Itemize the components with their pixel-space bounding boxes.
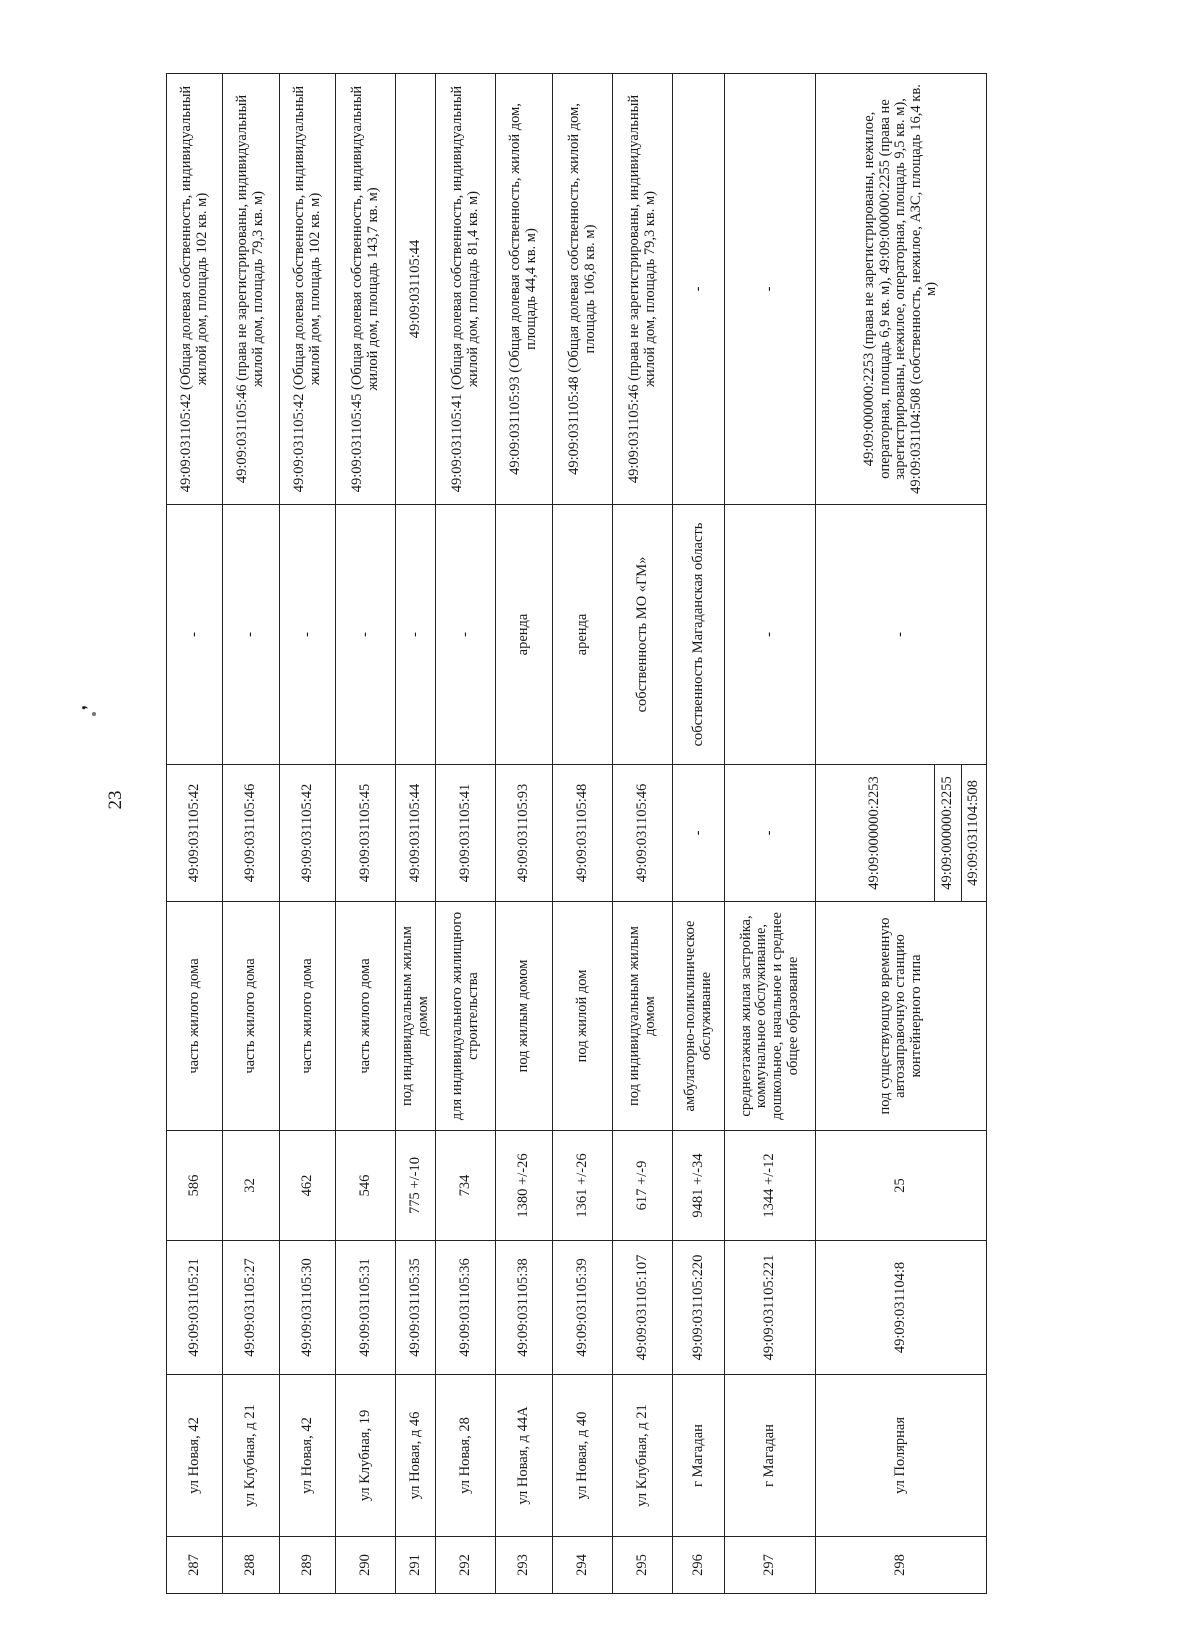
building-cadastral-cell: 49:09:031105:45 xyxy=(336,765,396,902)
row-number: 287 xyxy=(167,1537,223,1594)
row-number: 298 xyxy=(816,1537,987,1594)
row-number: 295 xyxy=(613,1537,673,1594)
row-number: 294 xyxy=(553,1537,613,1594)
objects-cell: - xyxy=(673,74,725,505)
table-row xyxy=(725,74,816,1594)
row-number: 296 xyxy=(673,1537,725,1594)
address-cell: ул Полярная xyxy=(816,1375,987,1537)
cadastral-number-cell: 49:09:031105:221 xyxy=(725,1241,816,1375)
usage-cell: часть жилого дома xyxy=(167,902,223,1131)
cadastral-number-cell: 49:09:031105:35 xyxy=(396,1241,436,1375)
table-row xyxy=(673,74,725,1594)
usage-cell: под индивидуальным жилым домом xyxy=(396,902,436,1131)
table-row xyxy=(280,74,336,1594)
address-cell: ул Новая, д 40 xyxy=(553,1375,613,1537)
usage-cell: под существующую временную автозаправочную станцию контейнерного типа xyxy=(816,902,987,1131)
building-cadastral-cell: 49:09:031105:42 xyxy=(167,765,223,902)
cadastral-number-cell: 49:09:031105:107 xyxy=(613,1241,673,1375)
building-cadastral-cell xyxy=(816,765,987,902)
scan-mark: ❜ xyxy=(81,704,98,710)
objects-cell: 49:09:031105:42 (Общая долевая собственность, индивидуальный жилой дом, площадь 102 кв. м) xyxy=(167,74,223,505)
address-cell: ул Новая, 42 xyxy=(167,1375,223,1537)
row-number: 289 xyxy=(280,1537,336,1594)
row-number: 293 xyxy=(496,1537,553,1594)
building-cadastral-cell: 49:09:031105:44 xyxy=(396,765,436,902)
objects-cell: 49:09:031105:44 xyxy=(396,74,436,505)
cadastral-number-cell: 49:09:031105:21 xyxy=(167,1241,223,1375)
cadastral-number-cell: 49:09:031105:27 xyxy=(223,1241,280,1375)
land-register-table xyxy=(166,73,987,1594)
objects-cell: 49:09:000000:2253 (права не зарегистрированы, нежилое, операторная, площадь 6,9 кв. м), 49:09:000000:2255 (права не зарегистрированы, нежилое, операторная, площадь 9,5 кв. м), 49:09:031104:508 (собственность, нежилое, АЗС, площадь 16,4 кв. м) xyxy=(816,74,987,505)
area-cell: 1380 +/-26 xyxy=(496,1131,553,1241)
usage-cell: под жилой дом xyxy=(553,902,613,1131)
rights-cell: аренда xyxy=(553,505,613,765)
page-number: 23 xyxy=(105,790,126,810)
objects-cell: 49:09:031105:46 (права не зарегистрированы, индивидуальный жилой дом, площадь 79,3 кв. м) xyxy=(613,74,673,505)
cadastral-number-cell: 49:09:031104:8 xyxy=(816,1241,987,1375)
objects-cell: 49:09:031105:48 (Общая долевая собственность, жилой дом, площадь 106,8 кв. м) xyxy=(553,74,613,505)
rights-cell: - xyxy=(280,505,336,765)
table-row xyxy=(613,74,673,1594)
area-cell: 586 xyxy=(167,1131,223,1241)
table-row xyxy=(167,74,223,1594)
table-row xyxy=(553,74,613,1594)
table-row xyxy=(336,74,396,1594)
rights-cell: - xyxy=(396,505,436,765)
area-cell: 775 +/-10 xyxy=(396,1131,436,1241)
address-cell: ул Клубная, д 21 xyxy=(223,1375,280,1537)
building-cadastral-item: 49:09:000000:2255 xyxy=(935,765,963,901)
building-cadastral-cell: 49:09:031105:93 xyxy=(496,765,553,902)
rights-cell: - xyxy=(167,505,223,765)
row-number: 297 xyxy=(725,1537,816,1594)
rights-cell: - xyxy=(336,505,396,765)
table-row xyxy=(396,74,436,1594)
address-cell: ул Клубная, д 21 xyxy=(613,1375,673,1537)
address-cell: ул Новая, 42 xyxy=(280,1375,336,1537)
rights-cell: собственность МО «ГМ» xyxy=(613,505,673,765)
objects-cell: - xyxy=(725,74,816,505)
area-cell: 546 xyxy=(336,1131,396,1241)
rights-cell: - xyxy=(725,505,816,765)
area-cell: 9481 +/-34 xyxy=(673,1131,725,1241)
area-cell: 617 +/-9 xyxy=(613,1131,673,1241)
usage-cell: часть жилого дома xyxy=(280,902,336,1131)
objects-cell: 49:09:031105:42 (Общая долевая собственность, индивидуальный жилой дом, площадь 102 кв. м) xyxy=(280,74,336,505)
cadastral-number-cell: 49:09:031105:220 xyxy=(673,1241,725,1375)
rights-cell: аренда xyxy=(496,505,553,765)
usage-cell: для индивидуального жилищного строительства xyxy=(436,902,496,1131)
area-cell: 32 xyxy=(223,1131,280,1241)
building-cadastral-cell: 49:09:031105:42 xyxy=(280,765,336,902)
rights-cell: собственность Магаданская область xyxy=(673,505,725,765)
address-cell: ул Новая, д 44А xyxy=(496,1375,553,1537)
objects-cell: 49:09:031105:41 (Общая долевая собственность, индивидуальный жилой дом, площадь 81,4 кв. м) xyxy=(436,74,496,505)
row-number: 288 xyxy=(223,1537,280,1594)
rotated-table-area xyxy=(166,74,1040,1594)
objects-cell: 49:09:031105:93 (Общая долевая собственность, жилой дом, площадь 44,4 кв. м) xyxy=(496,74,553,505)
rights-cell: - xyxy=(816,505,987,765)
area-cell: 25 xyxy=(816,1131,987,1241)
table-row xyxy=(816,74,987,1594)
building-cadastral-cell: 49:09:031105:46 xyxy=(223,765,280,902)
scan-dot xyxy=(92,712,96,716)
area-cell: 1361 +/-26 xyxy=(553,1131,613,1241)
cadastral-number-cell: 49:09:031105:38 xyxy=(496,1241,553,1375)
table-row xyxy=(223,74,280,1594)
cadastral-number-cell: 49:09:031105:30 xyxy=(280,1241,336,1375)
table-row xyxy=(436,74,496,1594)
usage-cell: среднеэтажная жилая застройка, коммунальное обслуживание, дошкольное, начальное и среднее общее образование xyxy=(725,902,816,1131)
usage-cell: часть жилого дома xyxy=(336,902,396,1131)
building-cadastral-cell: - xyxy=(673,765,725,902)
area-cell: 734 xyxy=(436,1131,496,1241)
building-cadastral-cell: 49:09:031105:41 xyxy=(436,765,496,902)
address-cell: ул Клубная, 19 xyxy=(336,1375,396,1537)
row-number: 291 xyxy=(396,1537,436,1594)
building-cadastral-item: 49:09:000000:2253 xyxy=(816,765,935,901)
building-cadastral-cell: 49:09:031105:48 xyxy=(553,765,613,902)
building-cadastral-cell: - xyxy=(725,765,816,902)
cadastral-number-cell: 49:09:031105:39 xyxy=(553,1241,613,1375)
building-cadastral-item: 49:09:031104:508 xyxy=(965,780,982,886)
row-number: 290 xyxy=(336,1537,396,1594)
cadastral-number-cell: 49:09:031105:36 xyxy=(436,1241,496,1375)
rights-cell: - xyxy=(436,505,496,765)
usage-cell: часть жилого дома xyxy=(223,902,280,1131)
objects-cell: 49:09:031105:46 (права не зарегистрированы, индивидуальный жилой дом, площадь 79,3 кв. м) xyxy=(223,74,280,505)
area-cell: 1344 +/-12 xyxy=(725,1131,816,1241)
objects-cell: 49:09:031105:45 (Общая долевая собственность, индивидуальный жилой дом, площадь 143,7 кв. м) xyxy=(336,74,396,505)
address-cell: ул Новая, 28 xyxy=(436,1375,496,1537)
area-cell: 462 xyxy=(280,1131,336,1241)
table-row xyxy=(496,74,553,1594)
usage-cell: амбулаторно-поликлиническое обслуживание xyxy=(673,902,725,1131)
usage-cell: под индивидуальным жилым домом xyxy=(613,902,673,1131)
row-number: 292 xyxy=(436,1537,496,1594)
cadastral-number-cell: 49:09:031105:31 xyxy=(336,1241,396,1375)
address-cell: г Магадан xyxy=(725,1375,816,1537)
usage-cell: под жилым домом xyxy=(496,902,553,1131)
address-cell: ул Новая, д 46 xyxy=(396,1375,436,1537)
rights-cell: - xyxy=(223,505,280,765)
address-cell: г Магадан xyxy=(673,1375,725,1537)
building-cadastral-cell: 49:09:031105:46 xyxy=(613,765,673,902)
